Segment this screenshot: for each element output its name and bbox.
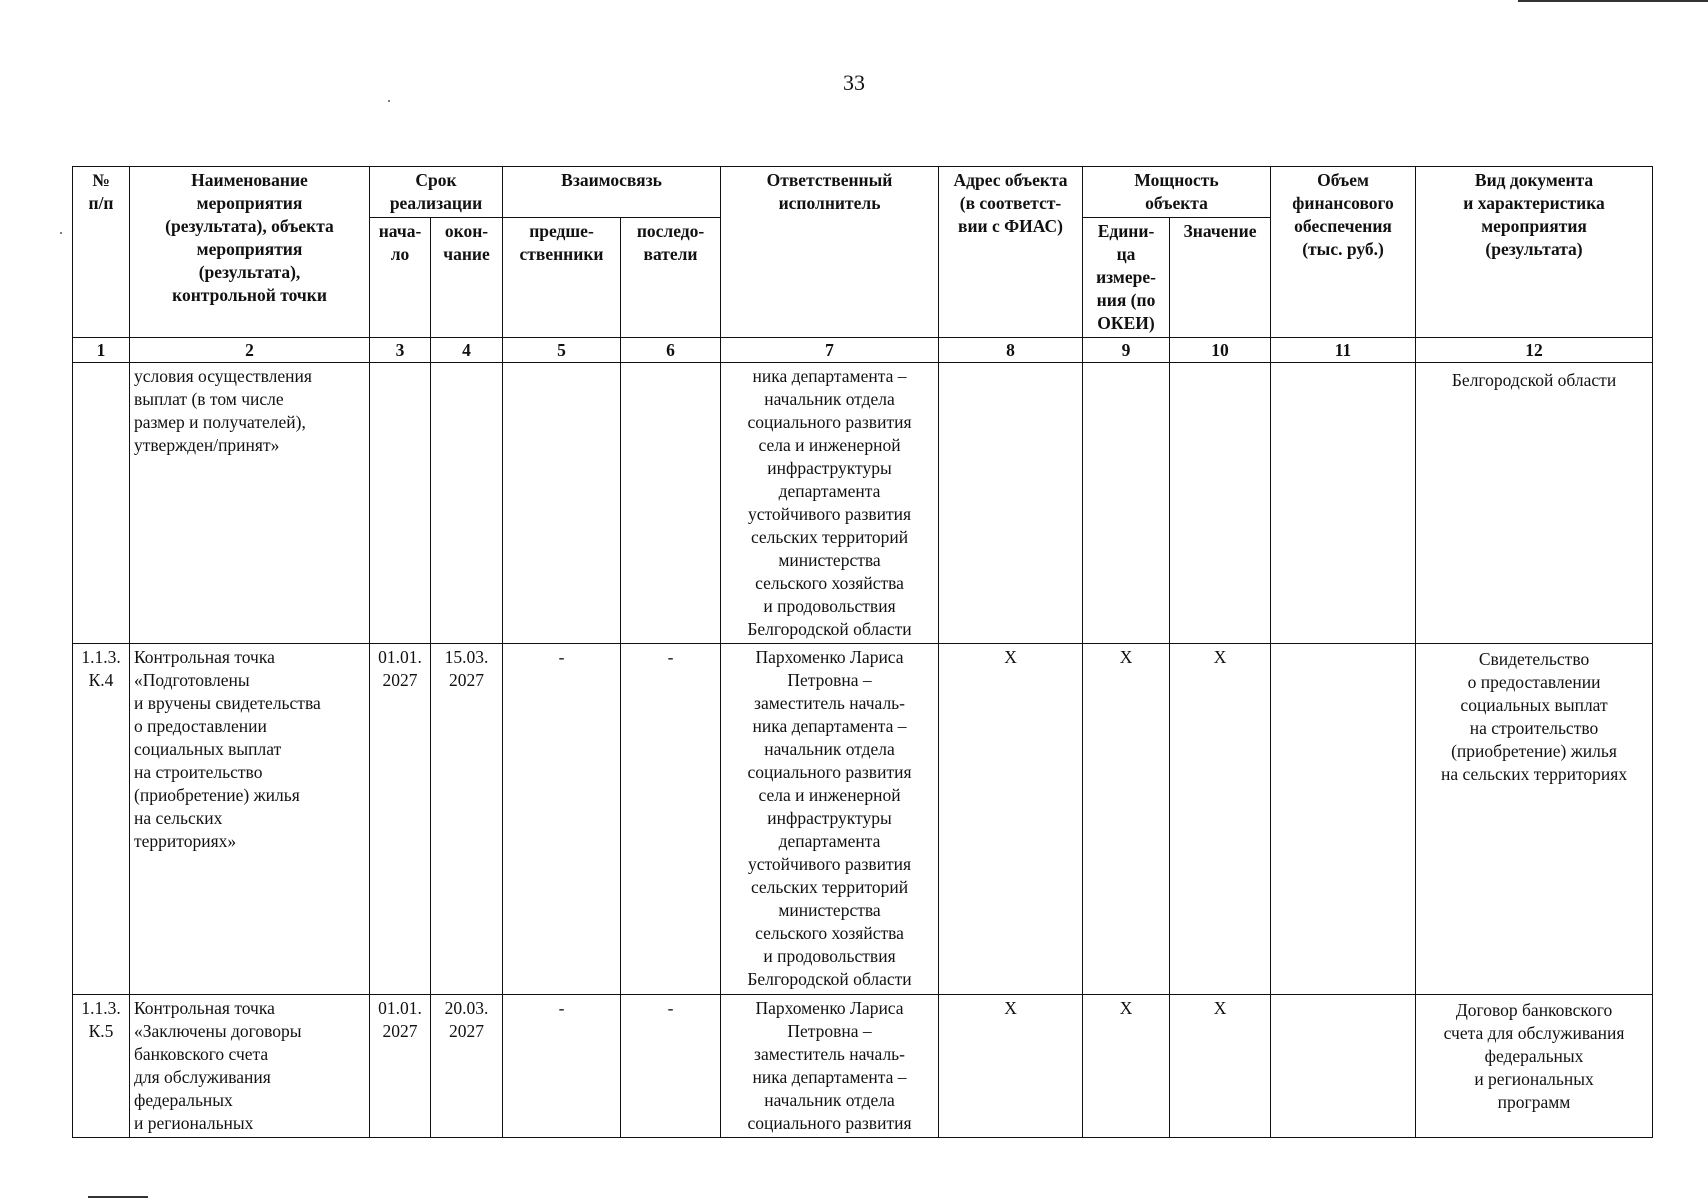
header-financing: Объем финансового обеспечения (тыс. руб.) — [1271, 167, 1416, 338]
header-predecessors: предше- ственники — [503, 218, 621, 338]
header-address: Адрес объекта (в соответст- вии с ФИАС) — [939, 167, 1083, 338]
cell-value: Х — [1170, 995, 1271, 1138]
column-number: 6 — [621, 338, 721, 363]
cell-financing — [1271, 644, 1416, 995]
page-number: 33 — [843, 70, 865, 95]
scan-speck — [60, 232, 62, 234]
scan-speck — [388, 100, 390, 102]
cell-successors — [621, 363, 721, 644]
cell-financing — [1271, 995, 1416, 1138]
column-number: 2 — [130, 338, 370, 363]
column-number: 11 — [1271, 338, 1416, 363]
cell-address: Х — [939, 644, 1083, 995]
table-row — [73, 644, 1653, 995]
cell-successors: - — [621, 995, 721, 1138]
header-successors: последо- ватели — [621, 218, 721, 338]
cell-value — [1170, 363, 1271, 644]
cell-unit — [1083, 363, 1170, 644]
header-start: нача- ло — [370, 218, 431, 338]
header-term-group: Срок реализации — [370, 167, 503, 218]
cell-responsible: ника департамента – начальник отдела социального развития села и инженерной инфраструктуры департамента устойчивого развития сельских территорий министерства сельского хозяйства и продовольствия Белгородской области — [721, 363, 939, 644]
cell-address — [939, 363, 1083, 644]
cell-name: Контрольная точка «Заключены договоры банковского счета для обслуживания федеральных и региональных — [130, 995, 370, 1138]
column-number: 8 — [939, 338, 1083, 363]
cell-start: 01.01. 2027 — [370, 644, 431, 995]
header-row-top — [73, 167, 1653, 218]
header-value: Значение — [1170, 218, 1271, 338]
cell-responsible: Пархоменко Лариса Петровна – заместитель началь- ника департамента – начальник отдела социального развития — [721, 995, 939, 1138]
cell-document: Белгородской области — [1416, 363, 1653, 644]
cell-num: 1.1.3. К.5 — [73, 995, 130, 1138]
table-row — [73, 363, 1653, 644]
cell-unit: Х — [1083, 644, 1170, 995]
cell-predecessors — [503, 363, 621, 644]
column-number: 4 — [431, 338, 503, 363]
header-link-group: Взаимосвязь — [503, 167, 721, 218]
cell-value: Х — [1170, 644, 1271, 995]
cell-name: Контрольная точка «Подготовлены и вручены свидетельства о предоставлении социальных выплат на строительство (приобретение) жилья на сельских территориях» — [130, 644, 370, 995]
cell-unit: Х — [1083, 995, 1170, 1138]
column-number: 5 — [503, 338, 621, 363]
cell-document: Договор банковского счета для обслуживания федеральных и региональных программ — [1416, 995, 1653, 1138]
cell-address: Х — [939, 995, 1083, 1138]
column-number: 12 — [1416, 338, 1653, 363]
bottom-edge-line — [88, 1196, 148, 1198]
cell-end — [431, 363, 503, 644]
cell-end: 20.03. 2027 — [431, 995, 503, 1138]
cell-successors: - — [621, 644, 721, 995]
header-end: окон- чание — [431, 218, 503, 338]
cell-num — [73, 363, 130, 644]
schedule-table — [72, 166, 1653, 1138]
cell-document: Свидетельство о предоставлении социальных выплат на строительство (приобретение) жилья на сельских территориях — [1416, 644, 1653, 995]
header-document: Вид документа и характеристика мероприятия (результата) — [1416, 167, 1653, 338]
cell-predecessors: - — [503, 995, 621, 1138]
column-number: 9 — [1083, 338, 1170, 363]
column-number: 3 — [370, 338, 431, 363]
cell-end: 15.03. 2027 — [431, 644, 503, 995]
column-number: 10 — [1170, 338, 1271, 363]
cell-financing — [1271, 363, 1416, 644]
column-number: 1 — [73, 338, 130, 363]
header-responsible: Ответственный исполнитель — [721, 167, 939, 338]
header-power-group: Мощность объекта — [1083, 167, 1271, 218]
cell-start: 01.01. 2027 — [370, 995, 431, 1138]
column-number-row — [73, 338, 1653, 363]
header-num: № п/п — [73, 167, 130, 338]
cell-num: 1.1.3. К.4 — [73, 644, 130, 995]
cell-name: условия осуществления выплат (в том числе размер и получателей), утвержден/принят» — [130, 363, 370, 644]
table-row — [73, 995, 1653, 1138]
cell-start — [370, 363, 431, 644]
cell-responsible: Пархоменко Лариса Петровна – заместитель началь- ника департамента – начальник отдела социального развития села и инженерной инфраструктуры департамента устойчивого развития сельских территорий министерства сельского хозяйства и продовольствия Белгородской области — [721, 644, 939, 995]
header-name: Наименование мероприятия (результата), объекта мероприятия (результата), контрольной точки — [130, 167, 370, 338]
header-unit: Едини- ца измере- ния (по ОКЕИ) — [1083, 218, 1170, 338]
cell-predecessors: - — [503, 644, 621, 995]
column-number: 7 — [721, 338, 939, 363]
top-edge-line — [1518, 0, 1708, 2]
